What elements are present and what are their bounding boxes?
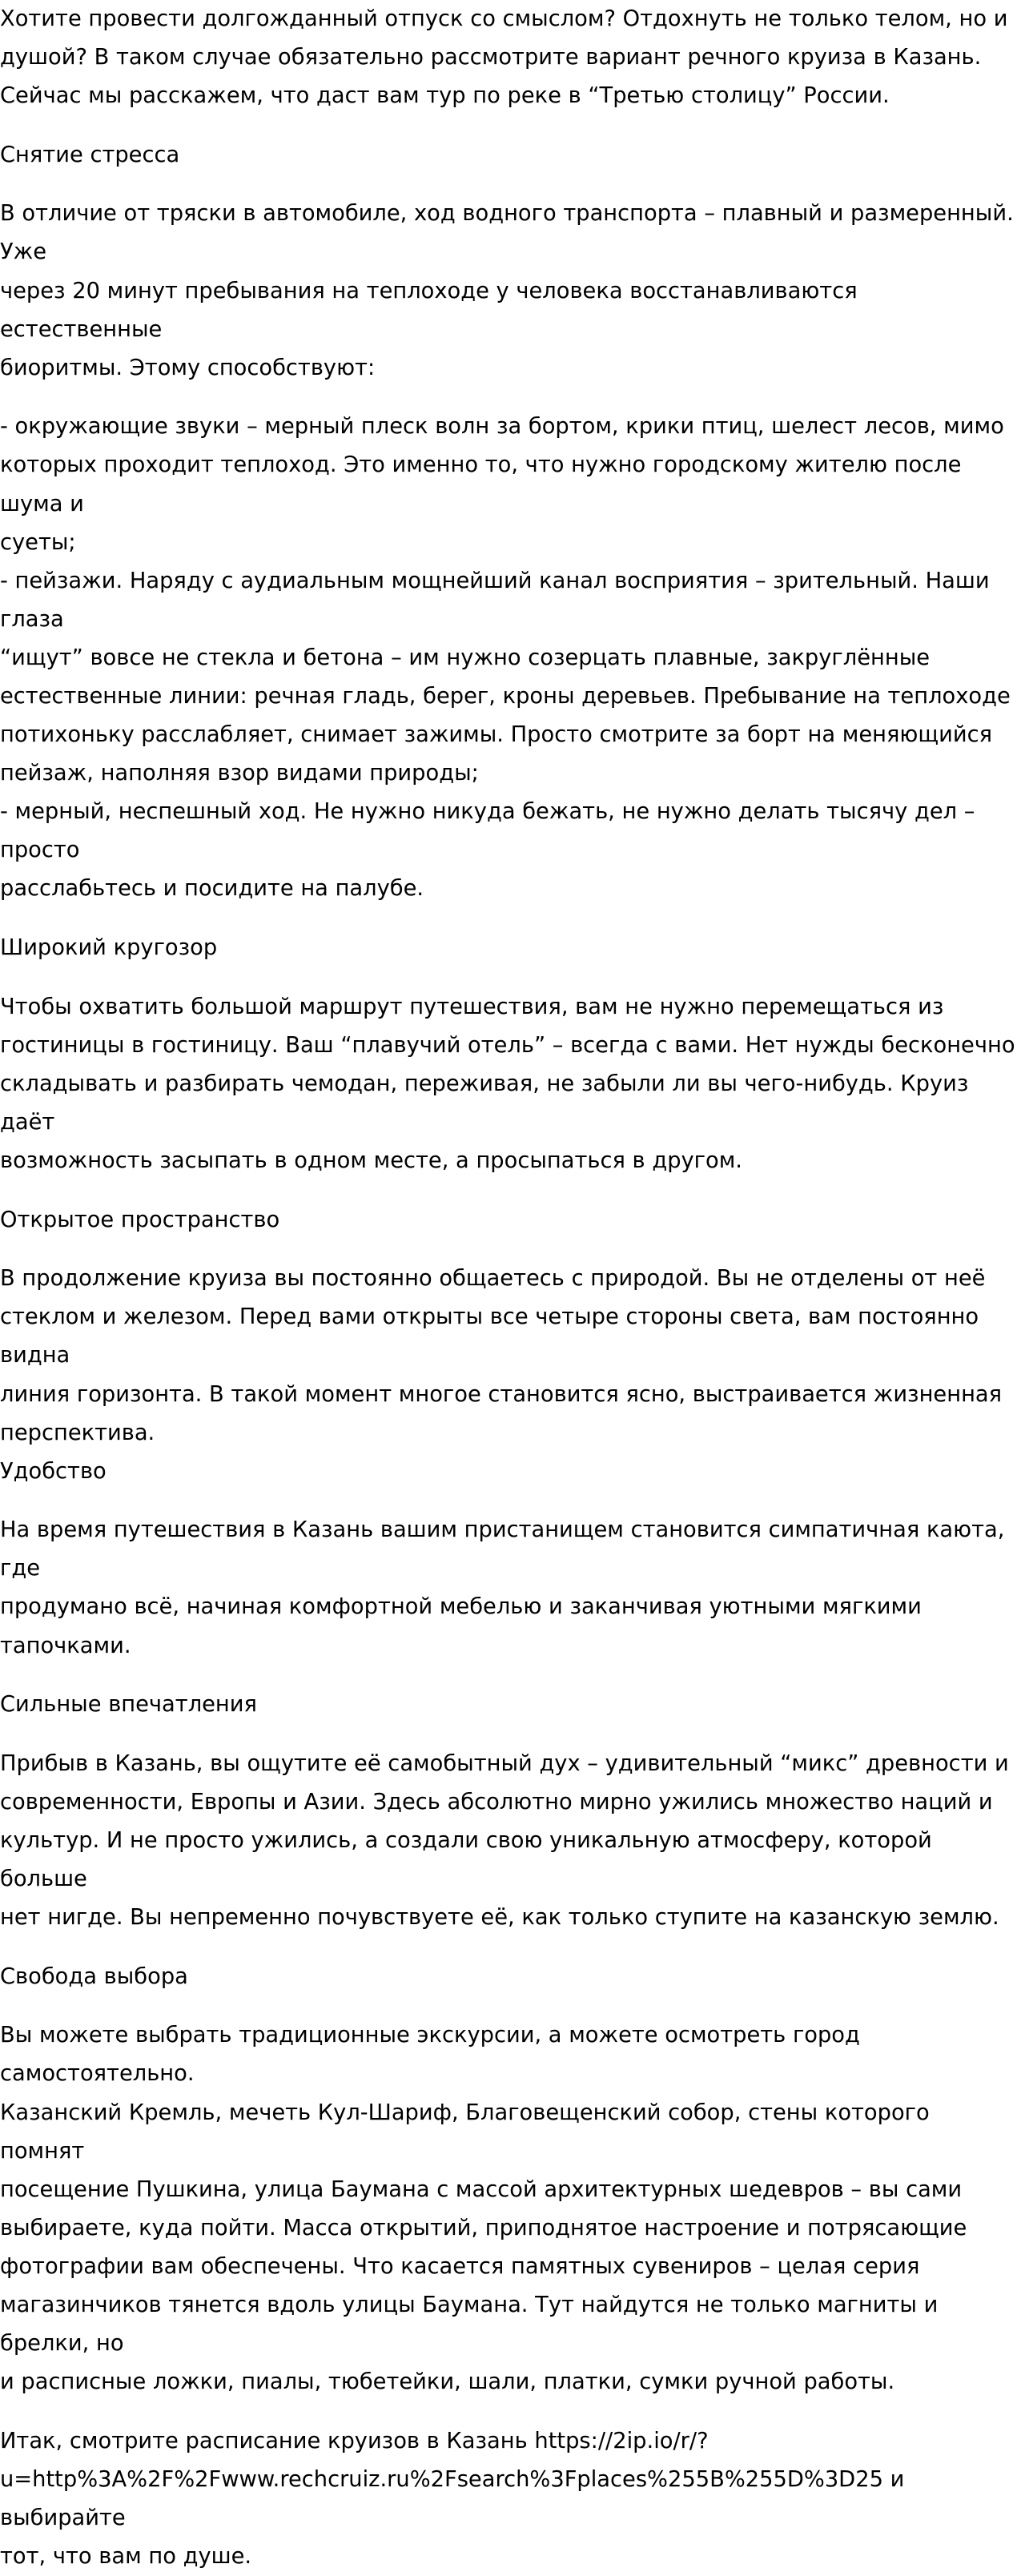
section-heading-space: Открытое пространство: [0, 1207, 280, 1232]
comfort-paragraph: На время путешествия в Казань вашим пристанищем становится симпатичная каюта, где продумано всё, начиная комфортной мебелью и заканчивая уютными мягкими тапочками.: [0, 1517, 1005, 1658]
outro-paragraph: [0, 2422, 1017, 2576]
paragraph-gap: [0, 909, 1017, 930]
paragraph-gap: [0, 1937, 1017, 1958]
paragraph-gap: [0, 175, 1017, 195]
paragraph-gap: [0, 967, 1017, 988]
paragraph-gap: [0, 1180, 1017, 1201]
stress-paragraph: В отличие от тряски в автомобиле, ход водного транспорта – плавный и размеренный. Уже через 20 минут пребывания на теплоходе у человека восстанавливаются естественные биоритмы. Этому способствуют:: [0, 201, 1014, 380]
schedule-url-line-2[interactable]: u=http%3A%2F%2Fwww.rechcruiz.ru%2Fsearch%3Fplaces%255B%255D%3D25: [0, 2466, 883, 2492]
section-heading-outlook: Широкий кругозор: [0, 935, 218, 961]
schedule-url-line-1[interactable]: https://2ip.io/r/?: [534, 2428, 709, 2453]
choice-paragraph: Вы можете выбрать традиционные экскурсии, а можете осмотреть город самостоятельно. Казанский Кремль, мечеть Кул-Шариф, Благовещенский собор, стены которого помнят посещение Пушкина, улица Баумана с массой архитектурных шедевров – вы сами выбираете, куда пойти. Масса открытий, приподнятое настроение и потрясающие фотографии вам обеспечены. Что касается памятных сувениров – целая серия магазинчиков тянется вдоль улицы Баумана. Тут найдутся не только магниты и брелки, но и расписные ложки, пиалы, тюбетейки, шали, платки, сумки ручной работы.: [0, 2023, 967, 2395]
paragraph-gap: [0, 1666, 1017, 1686]
section-heading-stress: Снятие стресса: [0, 142, 180, 167]
space-paragraph: В продолжение круиза вы постоянно общаетесь с природой. Вы не отделены от неё стеклом и железом. Перед вами открыты все четыре стороны света, вам постоянно видна линия горизонта. В такой момент многое становится ясно, выстраивается жизненная перспектива.: [0, 1266, 1003, 1445]
outlook-paragraph: Чтобы охватить большой маршрут путешествия, вам не нужно перемещаться из гостиницы в гостиницу. Ваш “плавучий отель” – всегда с вами. Нет нужды бесконечно складывать и разбирать чемодан, переживая, не забыли ли вы чего-нибудь. Круиз даёт возможность засыпать в одном месте, а просыпаться в другом.: [0, 994, 1015, 1174]
paragraph-gap: [0, 388, 1017, 408]
paragraph-gap: [0, 1491, 1017, 1512]
section-heading-comfort: Удобство: [0, 1458, 107, 1484]
stress-list: - окружающие звуки – мерный плеск волн за бортом, крики птиц, шелест лесов, мимо которых проходит теплоход. Это именно то, что нужно городскому жителю после шума и суеты; - пейзажи. Наряду с аудиальным мощнейший канал восприятия – зрительный. Наши глаза “ищут” вовсе не стекла и бетона – им нужно созерцать плавные, закруглённые естественные линии: речная гладь, берег, кроны деревьев. Пребывание на теплоходе потихоньку расслабляет, снимает зажимы. Просто смотрите за борт на меняющийся пейзаж, наполняя взор видами природы; - мерный, неспешный ход. Не нужно никуда бежать, не нужно делать тысячу дел – просто расслабьтесь и посидите на палубе.: [0, 414, 1011, 902]
section-heading-choice: Свобода выбора: [0, 1963, 188, 1989]
impressions-paragraph: Прибыв в Казань, вы ощутите её самобытный дух – удивительный “микс” древности и современности, Европы и Азии. Здесь абсолютно мирно ужились множество наций и культур. И не просто ужились, а создали свою уникальную атмосферу, которой больше нет нигде. Вы непременно почувствуете её, как только ступите на казанскую землю.: [0, 1750, 1009, 1931]
paragraph-gap: [0, 1996, 1017, 2017]
paragraph-gap: [0, 1724, 1017, 1745]
paragraph-gap: [0, 1240, 1017, 1260]
outro-text-after-link: и выбирайте: [0, 2466, 905, 2530]
paragraph-gap: [0, 2401, 1017, 2422]
section-heading-impressions: Сильные впечатления: [0, 1692, 257, 1718]
outro-text-closing: тот, что вам по душе.: [0, 2544, 252, 2570]
intro-paragraph: Хотите провести долгожданный отпуск со смыслом? Отдохнуть не только телом, но и душой? В таком случае обязательно рассмотрите вариант речного круиза в Казань. Сейчас мы расскажем, что даст вам тур по реке в “Третью столицу” России.: [0, 6, 1008, 109]
outro-text-before-link: Итак, смотрите расписание круизов в Казань: [0, 2428, 535, 2453]
paragraph-gap: [0, 115, 1017, 136]
